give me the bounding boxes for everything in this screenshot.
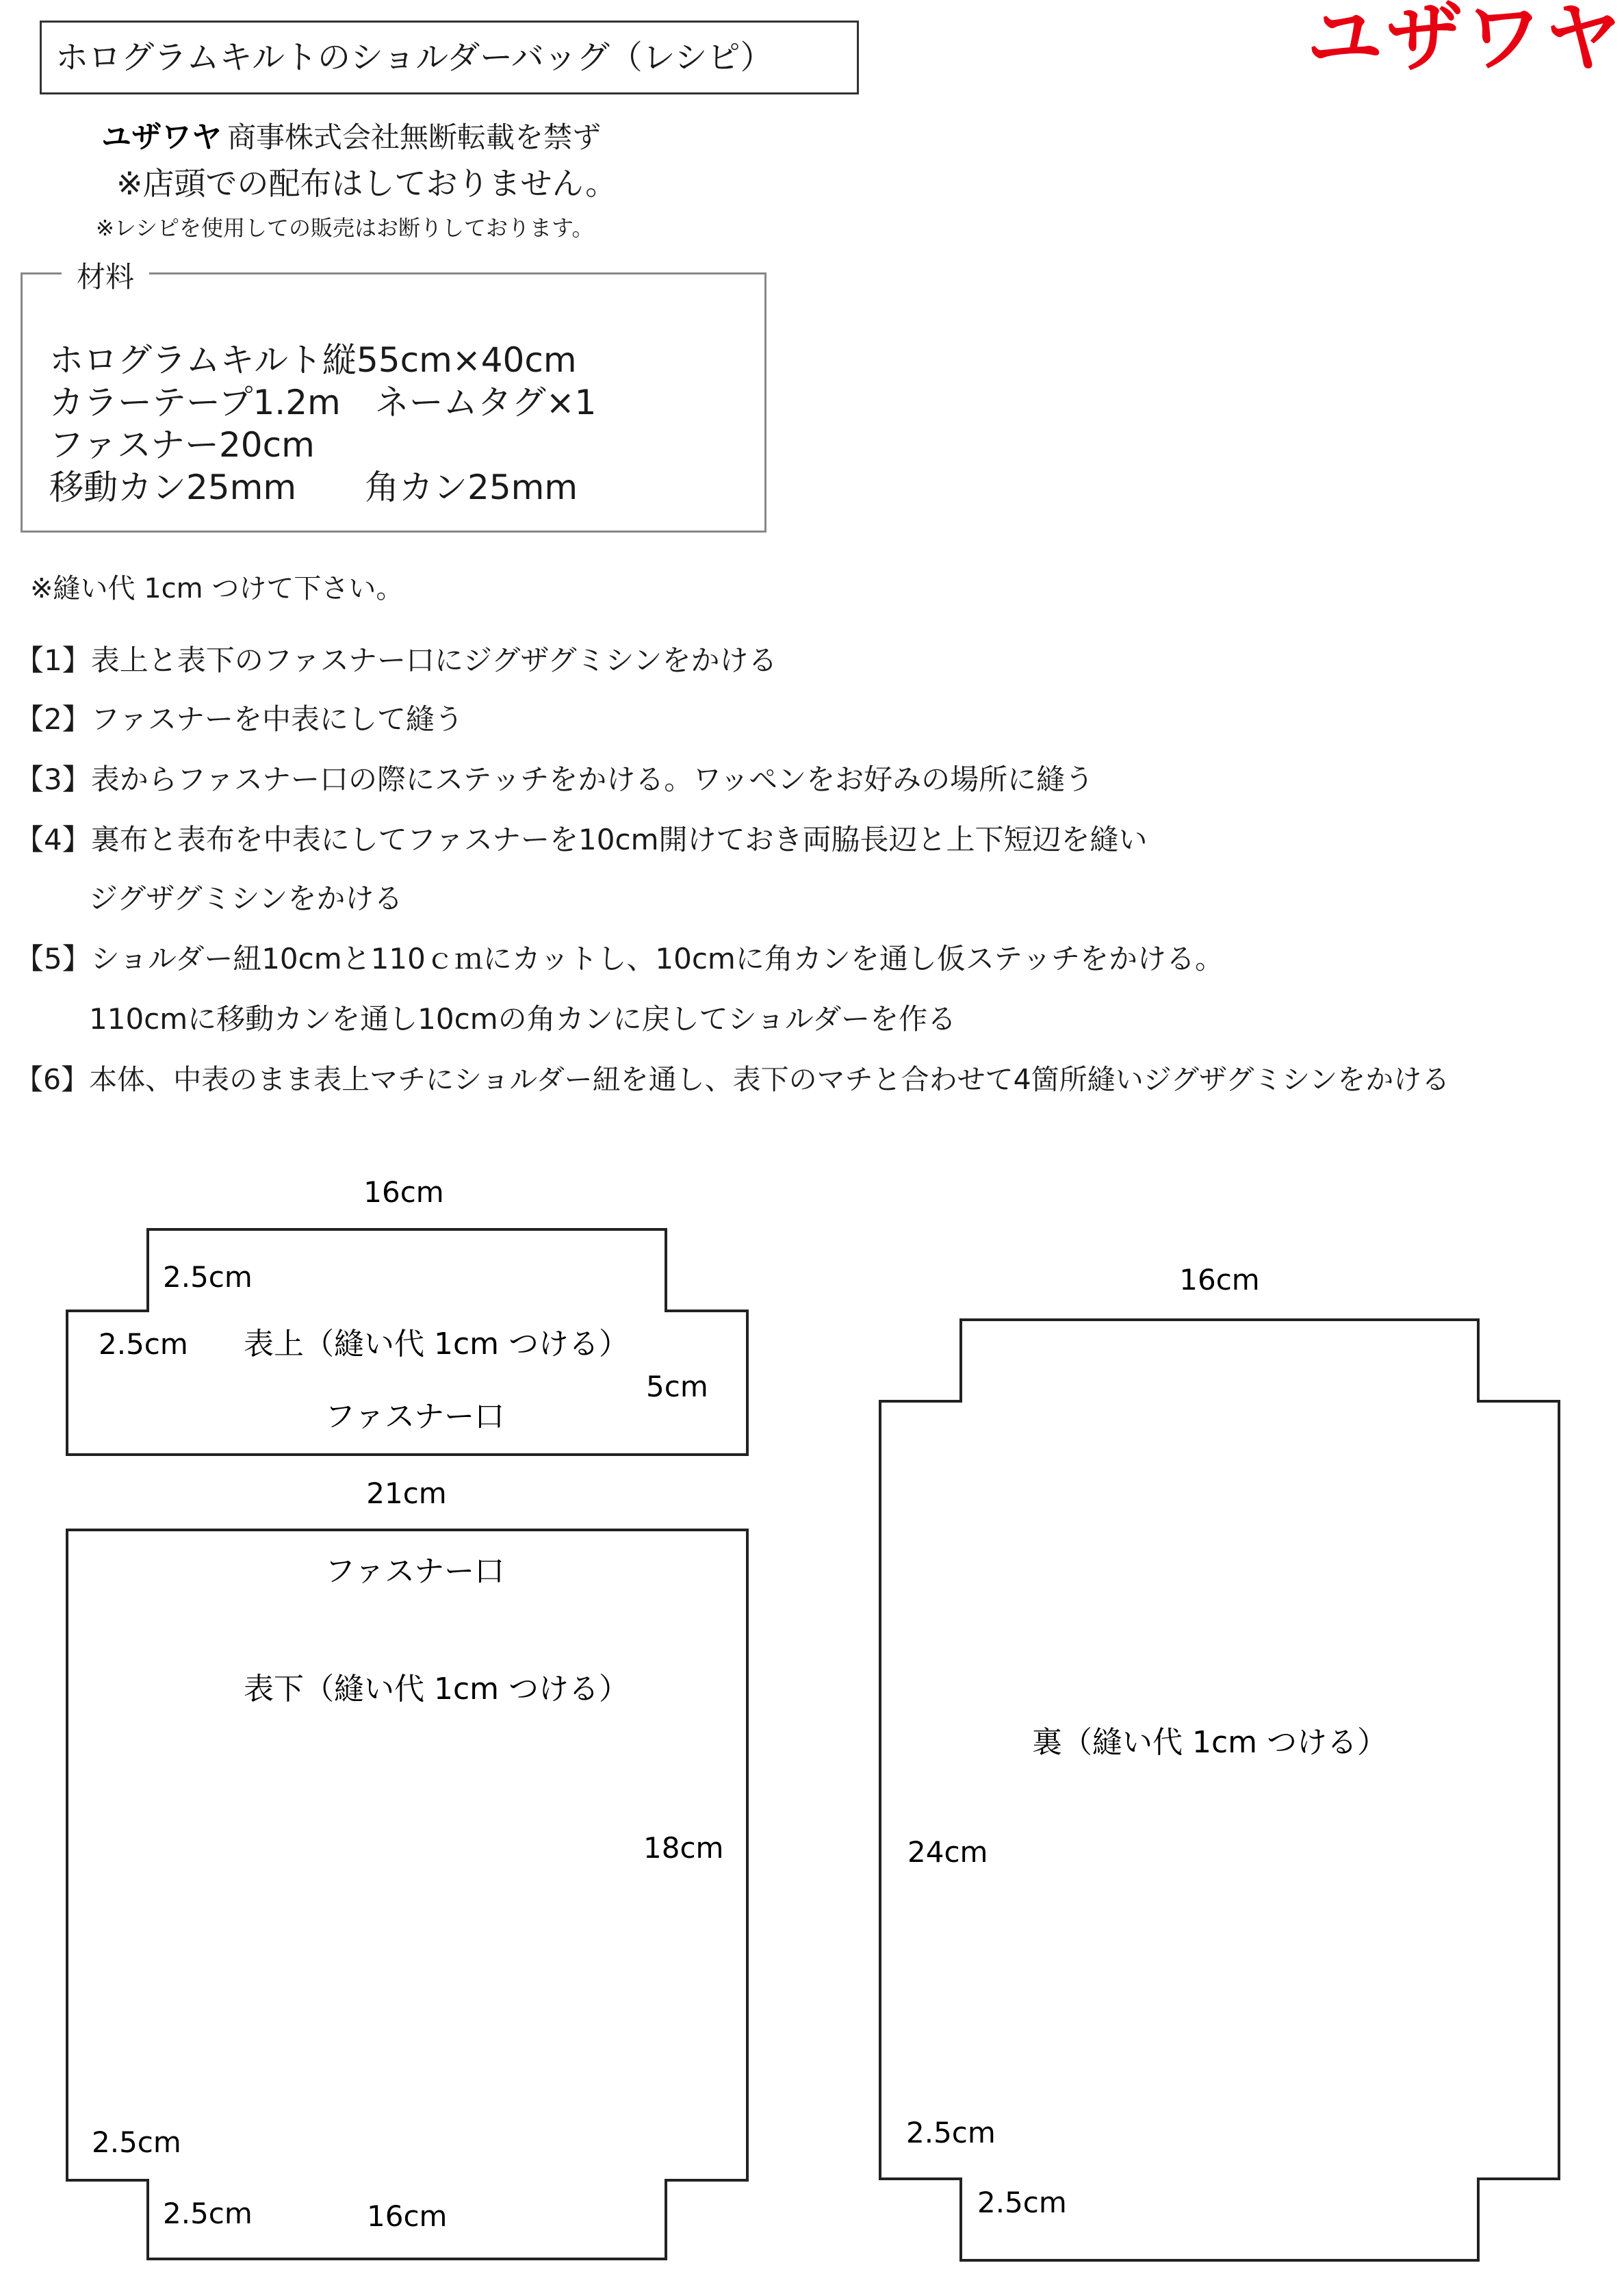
step-2: 【2】ファスナーを中表にして縫う	[15, 702, 464, 736]
brand-logo: ユザワヤ	[1306, 0, 1624, 83]
bottom-piece-notch-width-label: 2.5cm	[163, 2197, 253, 2230]
recipe-title: ホログラムキルトのショルダーバッグ（レシピ）	[40, 21, 859, 94]
lining-piece-notch-height-label: 2.5cm	[906, 2116, 996, 2149]
step-3: 【3】表からファスナー口の際にステッチをかける。ワッペンをお好みの場所に縫う	[15, 763, 1094, 796]
bottom-piece-width-label: 21cm	[366, 1477, 447, 1510]
material-line: ホログラムキルト縦55cm×40cm	[49, 340, 577, 380]
top-piece-notch-width-label: 2.5cm	[99, 1327, 188, 1361]
top-piece-width-label: 16cm	[363, 1175, 444, 1209]
top-piece-zipper-label: ファスナー口	[324, 1399, 505, 1434]
step-4: 【4】裏布と表布を中表にしてファスナーを10cm開けておき両脇長辺と上下短辺を縫い	[15, 823, 1148, 856]
lining-piece-height-label: 24cm	[907, 1835, 988, 1869]
material-line: 移動カン25mm 角カン25mm	[49, 468, 578, 507]
seam-allowance-note: ※縫い代 1cm つけて下さい。	[30, 573, 404, 604]
step-5: 【5】ショルダー紐10cmと110ｃｍにカットし、10cmに角カンを通し仮ステッチをかける。	[15, 942, 1224, 975]
bottom-piece-zipper-label: ファスナー口	[324, 1554, 505, 1589]
step-1: 【1】表上と表下のファスナー口にジグザグミシンをかける	[15, 643, 777, 677]
mini-brand-logo: ユザワヤ	[101, 120, 222, 155]
step-6: 【6】本体、中表のまま表上マチにショルダー紐を通し、表下のマチと合わせて4箇所縫いジグザグミシンをかける	[15, 1063, 1450, 1096]
lining-piece-name: 裏（縫い代 1cm つける）	[1032, 1725, 1388, 1760]
materials-title: 材料	[62, 255, 149, 296]
bottom-piece-name: 表下（縫い代 1cm つける）	[244, 1672, 630, 1707]
copyright-text: 商事株式会社無断転載を禁ず	[227, 120, 602, 154]
no-distribution-notice: ※店頭での配布はしておりません。	[116, 165, 617, 202]
top-piece-height-label: 5cm	[646, 1370, 708, 1403]
top-piece-notch-height-label: 2.5cm	[163, 1260, 253, 1294]
no-resale-notice: ※レシピを使用しての販売はお断りしております。	[96, 215, 594, 241]
lining-piece-width-label: 16cm	[1179, 1263, 1260, 1296]
step-4-continued: ジグザグミシンをかける	[89, 882, 403, 915]
material-line: カラーテープ1.2m ネームタグ×1	[49, 383, 597, 422]
material-line: ファスナー20cm	[49, 425, 315, 465]
bottom-piece-height-label: 18cm	[643, 1831, 724, 1865]
bottom-piece-bottom-width-label: 16cm	[367, 2199, 448, 2233]
lining-piece-notch-width-label: 2.5cm	[977, 2186, 1067, 2219]
top-piece-name: 表上（縫い代 1cm つける）	[244, 1327, 630, 1362]
bottom-piece-notch-height-label: 2.5cm	[92, 2125, 181, 2159]
step-5-continued: 110cmに移動カンを通し10cmの角カンに戻してショルダーを作る	[89, 1002, 957, 1036]
